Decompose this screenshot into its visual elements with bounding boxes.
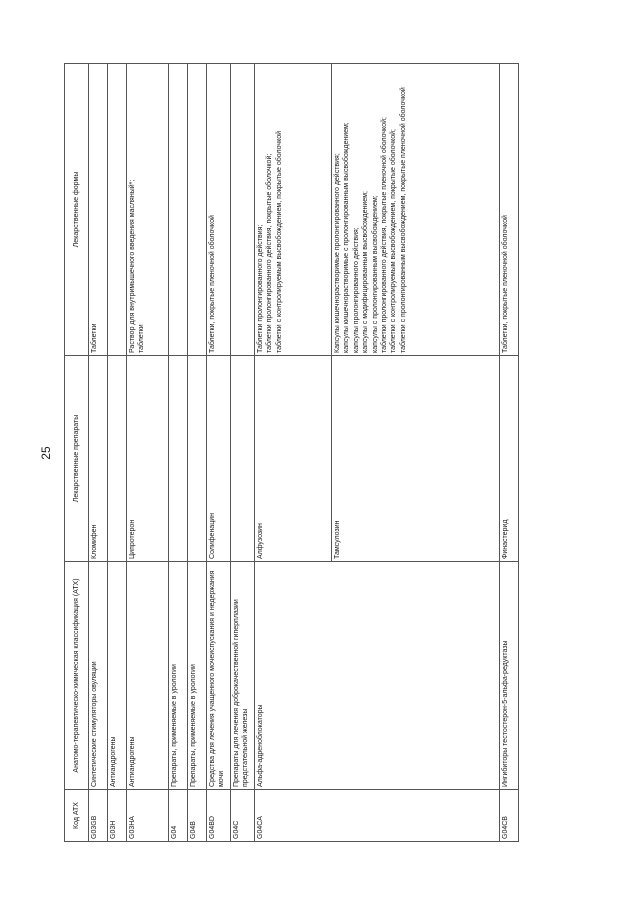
cell-code: G03HA [127, 790, 169, 842]
cell-drug [231, 356, 255, 562]
cell-drug: Финастерид [500, 356, 519, 562]
cell-atc: Препараты, применяемые в урологии [169, 562, 188, 790]
form-line: таблетки с пролонгированным высвобождением, покрытые пленочной оболочкой [399, 87, 407, 353]
table-row [207, 64, 231, 842]
cell-forms [231, 64, 255, 356]
table-row [169, 64, 188, 842]
cell-forms [169, 64, 188, 356]
cell-forms [332, 64, 500, 356]
cell-code: G03GB [89, 790, 108, 842]
cell-forms [89, 64, 108, 356]
cell-code: G04C [231, 790, 255, 842]
cell-forms [188, 64, 207, 356]
form-line: таблетки с контролируемым высвобождением, покрытые оболочкой [275, 130, 283, 353]
header-code: Код АТХ [65, 790, 89, 842]
cell-atc: Синтетические стимуляторы овуляции [89, 562, 108, 790]
cell-code: G04BD [207, 790, 231, 842]
header-drugs: Лекарственные препараты [65, 356, 89, 562]
cell-atc: Ингибиторы тестостерон-5-альфа-редуктазы [500, 562, 519, 790]
cell-drug: Ципротерон [127, 356, 169, 562]
form-line: Капсулы кишечнорастворимые пролонгированного действия; [334, 153, 341, 353]
cell-drug: Алфузозин [255, 356, 332, 562]
cell-drug [108, 356, 127, 562]
cell-drug: Солифенацин [207, 356, 231, 562]
table-row [255, 64, 332, 842]
form-line: Таблетки, покрытые пленочной оболочкой [502, 215, 509, 353]
cell-code: G04CA [255, 790, 500, 842]
header-forms: Лекарственные формы [65, 64, 89, 356]
table-header-row [65, 64, 89, 842]
table-row [89, 64, 108, 842]
cell-forms [207, 64, 231, 356]
cell-forms [127, 64, 169, 356]
form-line: капсулы кишечнорастворимые с пролонгированным высвобождением; [343, 122, 351, 353]
page-number: 25 [39, 446, 53, 460]
table-row [188, 64, 207, 842]
cell-forms [108, 64, 127, 356]
rotated-page [64, 64, 558, 842]
table-row [500, 64, 519, 842]
table-row [231, 64, 255, 842]
cell-drug [188, 356, 207, 562]
form-line: капсулы с модифицированным высвобождением; [362, 191, 370, 353]
form-line: капсулы пролонгированного действия; [352, 227, 360, 353]
form-line: Раствор для внутримышечного введения масляный*; [129, 179, 136, 353]
form-line: таблетки пролонгированного действия, покрытые пленочной оболочкой; [381, 117, 389, 353]
cell-forms [500, 64, 519, 356]
cell-code: G03H [108, 790, 127, 842]
table-row [108, 64, 127, 842]
cell-drug [169, 356, 188, 562]
cell-drug: Кломифен [89, 356, 108, 562]
cell-atc: Средства для лечения учащенного мочеиспускания и недержания мочи [207, 562, 231, 790]
cell-forms [255, 64, 332, 356]
cell-atc: Антиандрогены [108, 562, 127, 790]
cell-atc: Антиандрогены [127, 562, 169, 790]
form-line: таблетки [138, 324, 146, 353]
form-line: капсулы с пролонгированным высвобождением; [371, 195, 379, 353]
cell-atc: Препараты для лечения доброкачественной гиперплазии предстательной железы [231, 562, 255, 790]
header-atc: Анатомо-терапевтическо-химическая классификация (АТХ) [65, 562, 89, 790]
cell-code: G04 [169, 790, 188, 842]
cell-code: G04CB [500, 790, 519, 842]
cell-atc: Препараты, применяемые в урологии [188, 562, 207, 790]
table-row [127, 64, 169, 842]
form-line: Таблетки пролонгированного действия; [257, 224, 264, 353]
cell-code: G04B [188, 790, 207, 842]
form-line: Таблетки [91, 323, 98, 353]
form-line: Таблетки, покрытые пленочной оболочкой [209, 215, 216, 353]
cell-drug: Тамсулозин [332, 356, 500, 562]
drug-table [64, 63, 519, 842]
form-line: таблетки с контролируемым высвобождением, покрытые оболочкой; [390, 129, 398, 353]
cell-atc: Альфа-адреноблокаторы [255, 562, 500, 790]
form-line: таблетки пролонгированного действия, покрытые оболочкой; [266, 153, 274, 353]
